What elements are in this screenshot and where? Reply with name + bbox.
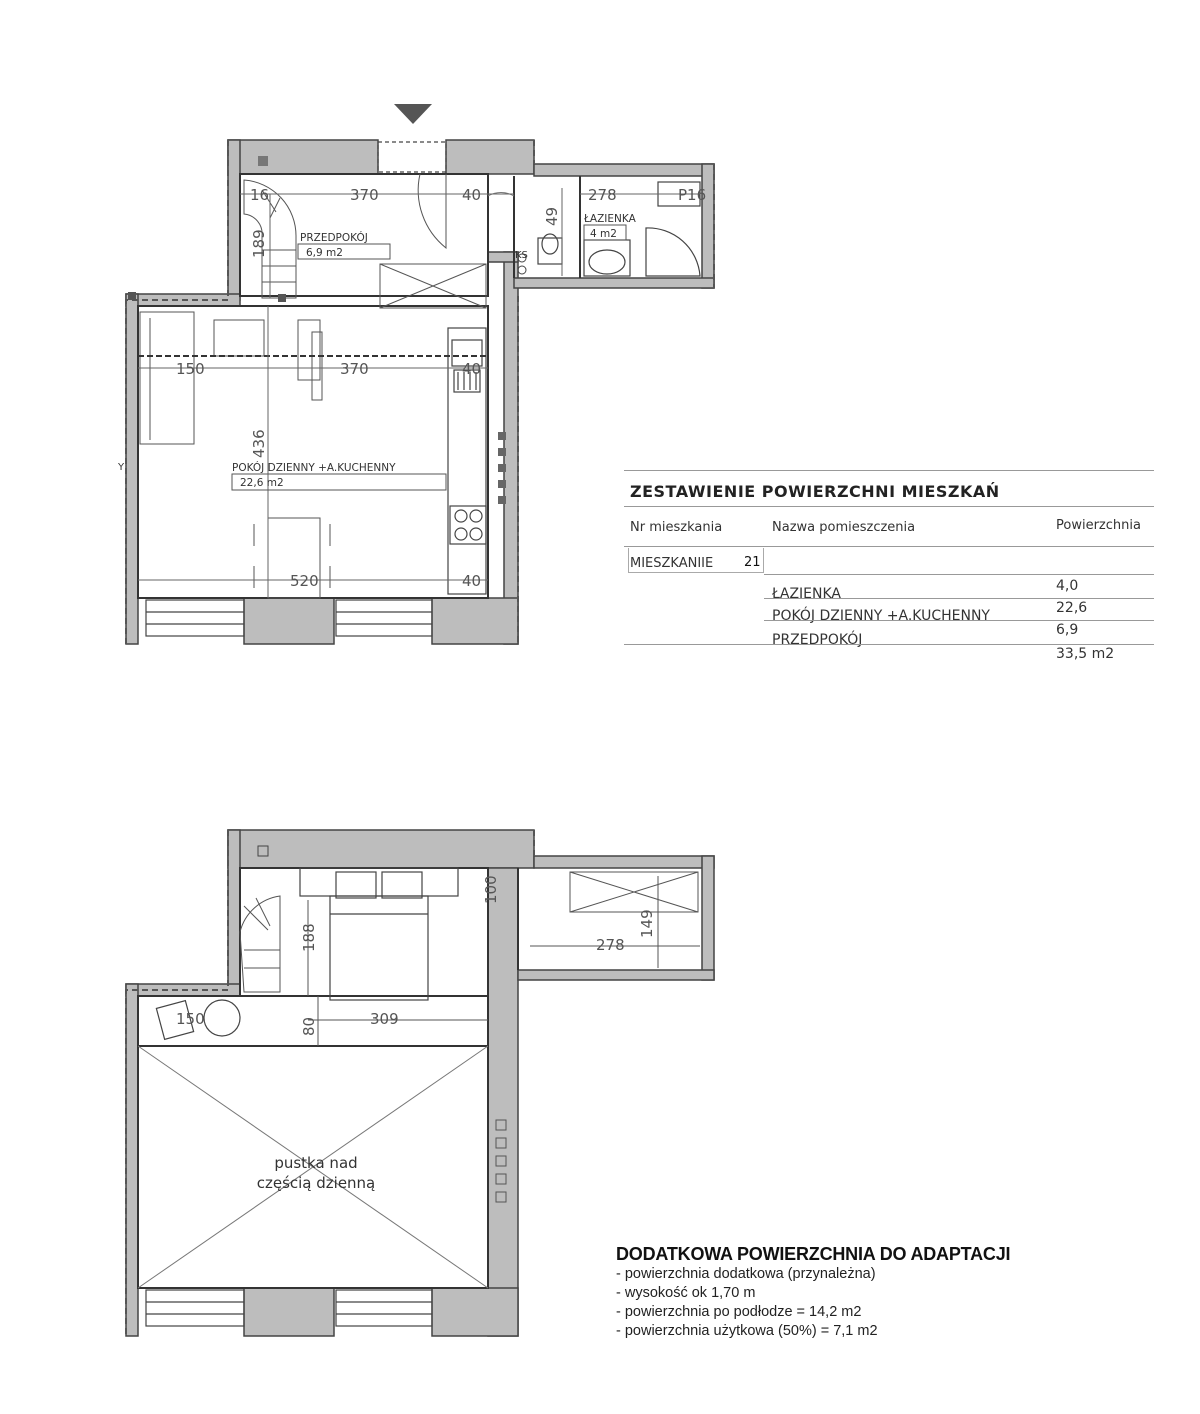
dim-100: 100	[482, 875, 500, 904]
adaptation-line-3: - powierzchnia po podłodze = 14,2 m2	[616, 1304, 862, 1320]
svg-text:6,9 m2: 6,9 m2	[306, 247, 343, 259]
adaptation-title: DODATKOWA POWIERZCHNIA DO ADAPTACJI	[616, 1244, 1011, 1264]
dim-436: 436	[250, 429, 268, 458]
area-summary-table	[0, 0, 1200, 700]
dim-150-upper: 150	[176, 1010, 205, 1028]
dim-188: 188	[300, 923, 318, 952]
dim-80: 80	[300, 1016, 318, 1036]
adaptation-line-4: - powierzchnia użytkowa (50%) = 7,1 m2	[616, 1323, 878, 1339]
svg-text:22,6 m2: 22,6 m2	[240, 477, 284, 489]
row-room-0: ŁAZIENKA	[772, 586, 841, 602]
adaptation-note	[616, 1244, 1010, 1341]
dim-40-mid: 40	[462, 360, 482, 378]
dim-189: 189	[250, 229, 268, 258]
adaptation-line-1: - powierzchnia dodatkowa (przynależna)	[616, 1266, 876, 1282]
dim-370-mid: 370	[340, 360, 369, 378]
bed	[300, 868, 458, 1000]
total-area: 33,5 m2	[1056, 646, 1115, 662]
row-room-1: POKÓJ DZIENNY +A.KUCHENNY	[772, 608, 990, 624]
svg-text:PRZEDPOKÓJ: PRZEDPOKÓJ	[300, 232, 368, 244]
label-p16: P16	[678, 186, 707, 204]
row-room-2: PRZEDPOKÓJ	[772, 632, 863, 648]
label-ks: KS	[515, 250, 528, 261]
dim-16: 16	[250, 186, 270, 204]
unit-name: MIESZKANIIE	[630, 556, 714, 571]
svg-text:POKÓJ DZIENNY +A.KUCHENNY: POKÓJ DZIENNY +A.KUCHENNY	[232, 462, 396, 474]
unit-number: 21	[744, 555, 761, 570]
dim-370-top: 370	[350, 186, 379, 204]
dim-278: 278	[588, 186, 617, 204]
void-label-line-2: częścią dzienną	[256, 1174, 376, 1192]
dim-278-upper: 278	[596, 936, 625, 954]
header-nr: Nr mieszkania	[630, 520, 723, 535]
row-area-2: 6,9	[1056, 622, 1079, 638]
adaptation-line-2: - wysokość ok 1,70 m	[616, 1285, 756, 1301]
row-area-0: 4,0	[1056, 578, 1079, 594]
header-name: Nazwa pomieszczenia	[772, 520, 916, 535]
row-area-1: 22,6	[1056, 600, 1088, 616]
void-label-line-1: pustka nad	[274, 1154, 358, 1172]
dim-149: 149	[638, 909, 656, 938]
dim-40-top: 40	[462, 186, 482, 204]
dim-309: 309	[370, 1010, 399, 1028]
table-title: ZESTAWIENIE POWIERZCHNI MIESZKAŃ	[630, 482, 1000, 501]
header-area: Powierzchnia	[1056, 518, 1141, 533]
dim-40-bot: 40	[462, 572, 482, 590]
svg-text:4 m2: 4 m2	[590, 228, 617, 240]
dim-520: 520	[290, 572, 319, 590]
label-y: Y	[118, 462, 125, 473]
dim-49: 49	[543, 206, 561, 226]
svg-text:ŁAZIENKA: ŁAZIENKA	[584, 213, 636, 225]
dim-150: 150	[176, 360, 205, 378]
